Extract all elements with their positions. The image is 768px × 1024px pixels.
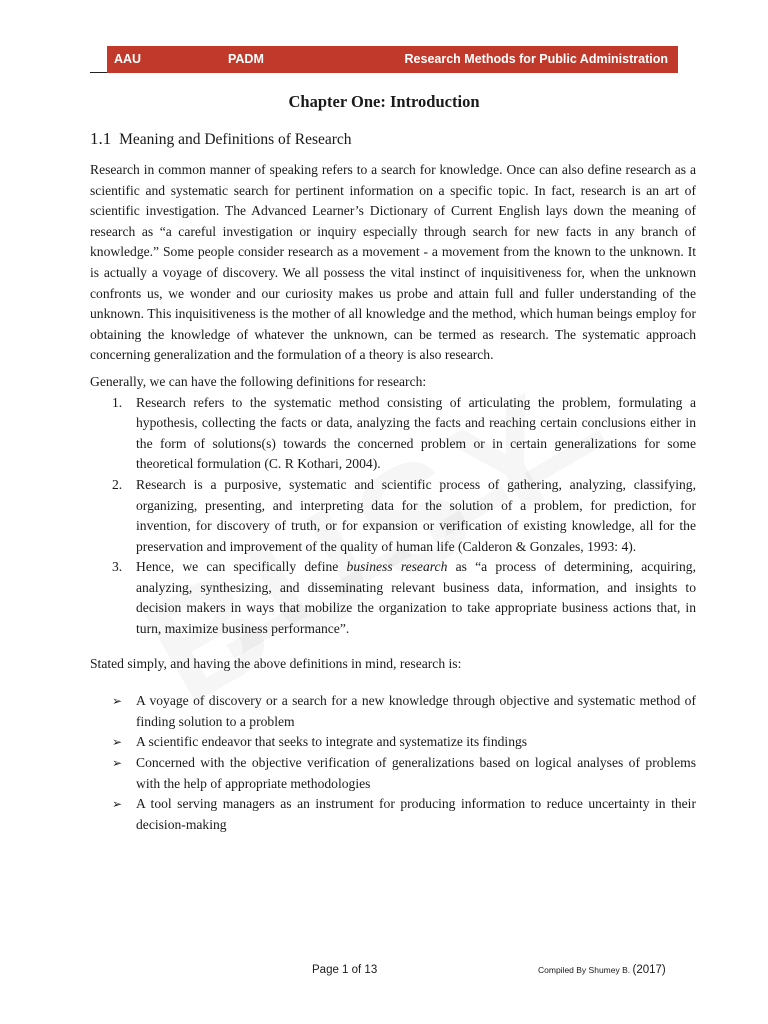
compiled-by: Compiled By Shumey B. xyxy=(538,965,631,975)
list-number: 2. xyxy=(112,476,123,492)
list-text: Research is a purposive, systematic and scientific process of gathering, analyzing, classifying, organizing, presenting, and interpreting data for the solution of a problem, for prediction, for invention, for discovery of truth, or for expansion or verification of existing knowledge, all for the preservation and improvement of the quality of human life (Calderon & Gonzales, 1993: 4). xyxy=(136,476,696,554)
list-text-post: as “a process of determining, acquiring, analyzing, synthesizing, and disseminating relevant business data, information, and insights to decision makers in ways that mobilize the organization to take appropriate business actions that, in turn, maximize business performance”. xyxy=(136,559,696,637)
list-item xyxy=(90,691,696,732)
arrow-bullet-icon: ➢ xyxy=(112,735,123,750)
list-text-pre: Hence, we can specifically define xyxy=(136,559,347,575)
list-number: 3. xyxy=(112,559,123,575)
list-item xyxy=(90,794,696,835)
section-title: Meaning and Definitions of Research xyxy=(119,131,352,148)
bullet-list xyxy=(90,691,696,835)
definitions-list xyxy=(90,393,696,640)
list-item xyxy=(90,475,696,557)
arrow-bullet-icon: ➢ xyxy=(112,797,123,812)
list-text: A voyage of discovery or a search for a new knowledge through objective and systematic method of finding solution to a problem xyxy=(136,693,696,729)
list-number: 1. xyxy=(112,394,123,410)
list-text: Research refers to the systematic method consisting of articulating the problem, formulating a hypothesis, collecting the facts or data, analyzing the facts and reaching certain conclusions either in the form of solutions(s) towards the concerned problem or in certain generalizations for some theoretical formulation (C. R Kothari, 2004). xyxy=(136,394,696,472)
running-header xyxy=(107,46,678,73)
footer-credit xyxy=(538,964,666,976)
stated-intro: Stated simply, and having the above definitions in mind, research is: xyxy=(90,655,462,671)
body-content xyxy=(90,160,696,835)
list-item xyxy=(90,732,696,753)
list-text: A tool serving managers as an instrument for producing information to reduce uncertainty in their decision-making xyxy=(136,796,696,832)
footer-year: (2017) xyxy=(632,964,666,976)
header-left: AAU xyxy=(114,52,142,66)
arrow-bullet-icon: ➢ xyxy=(112,694,123,709)
list-text: Concerned with the objective verification of generalizations based on logical analyses of problems with the help of appropriate methodologies xyxy=(136,755,696,791)
paragraph: Research in common manner of speaking refers to a search for knowledge. Once can also define research as a scientific and systematic search for pertinent information on a specific topic. In fact, research is an art of scientific investigation. The Advanced Learner’s Dictionary of Current English lays down the meaning of research as “a careful investigation or inquiry especially through search for new facts in any branch of knowledge.” Some people consider research as a movement - a movement from the known to the unknown. It is actually a voyage of discovery. We all possess the vital instinct of inquisitiveness for, when the unknown confronts us, we wonder and our curiosity makes us probe and attain full and fuller understanding of the unknown. This inquisitiveness is the mother of all knowledge and the method, which human beings employ for obtaining the knowledge of whatever the unknown, can be termed as research. The systematic approach concerning generalization and the formulation of a theory is also research. xyxy=(90,162,696,363)
definitions-intro: Generally, we can have the following definitions for research: xyxy=(90,373,427,389)
list-item xyxy=(90,753,696,794)
list-item xyxy=(90,393,696,475)
header-right: Research Methods for Public Administration xyxy=(404,52,668,66)
chapter-title: Chapter One: Introduction xyxy=(288,92,480,111)
section-number: 1.1 xyxy=(90,129,112,148)
header-rule xyxy=(90,72,108,73)
section-heading xyxy=(90,129,352,149)
arrow-bullet-icon: ➢ xyxy=(112,756,123,771)
header-middle: PADM xyxy=(228,52,264,66)
emphasis-term: business research xyxy=(346,559,448,575)
list-text: A scientific endeavor that seeks to integrate and systematize its findings xyxy=(136,734,528,750)
list-item xyxy=(90,557,696,639)
page-number: Page 1 of 13 xyxy=(312,964,378,976)
